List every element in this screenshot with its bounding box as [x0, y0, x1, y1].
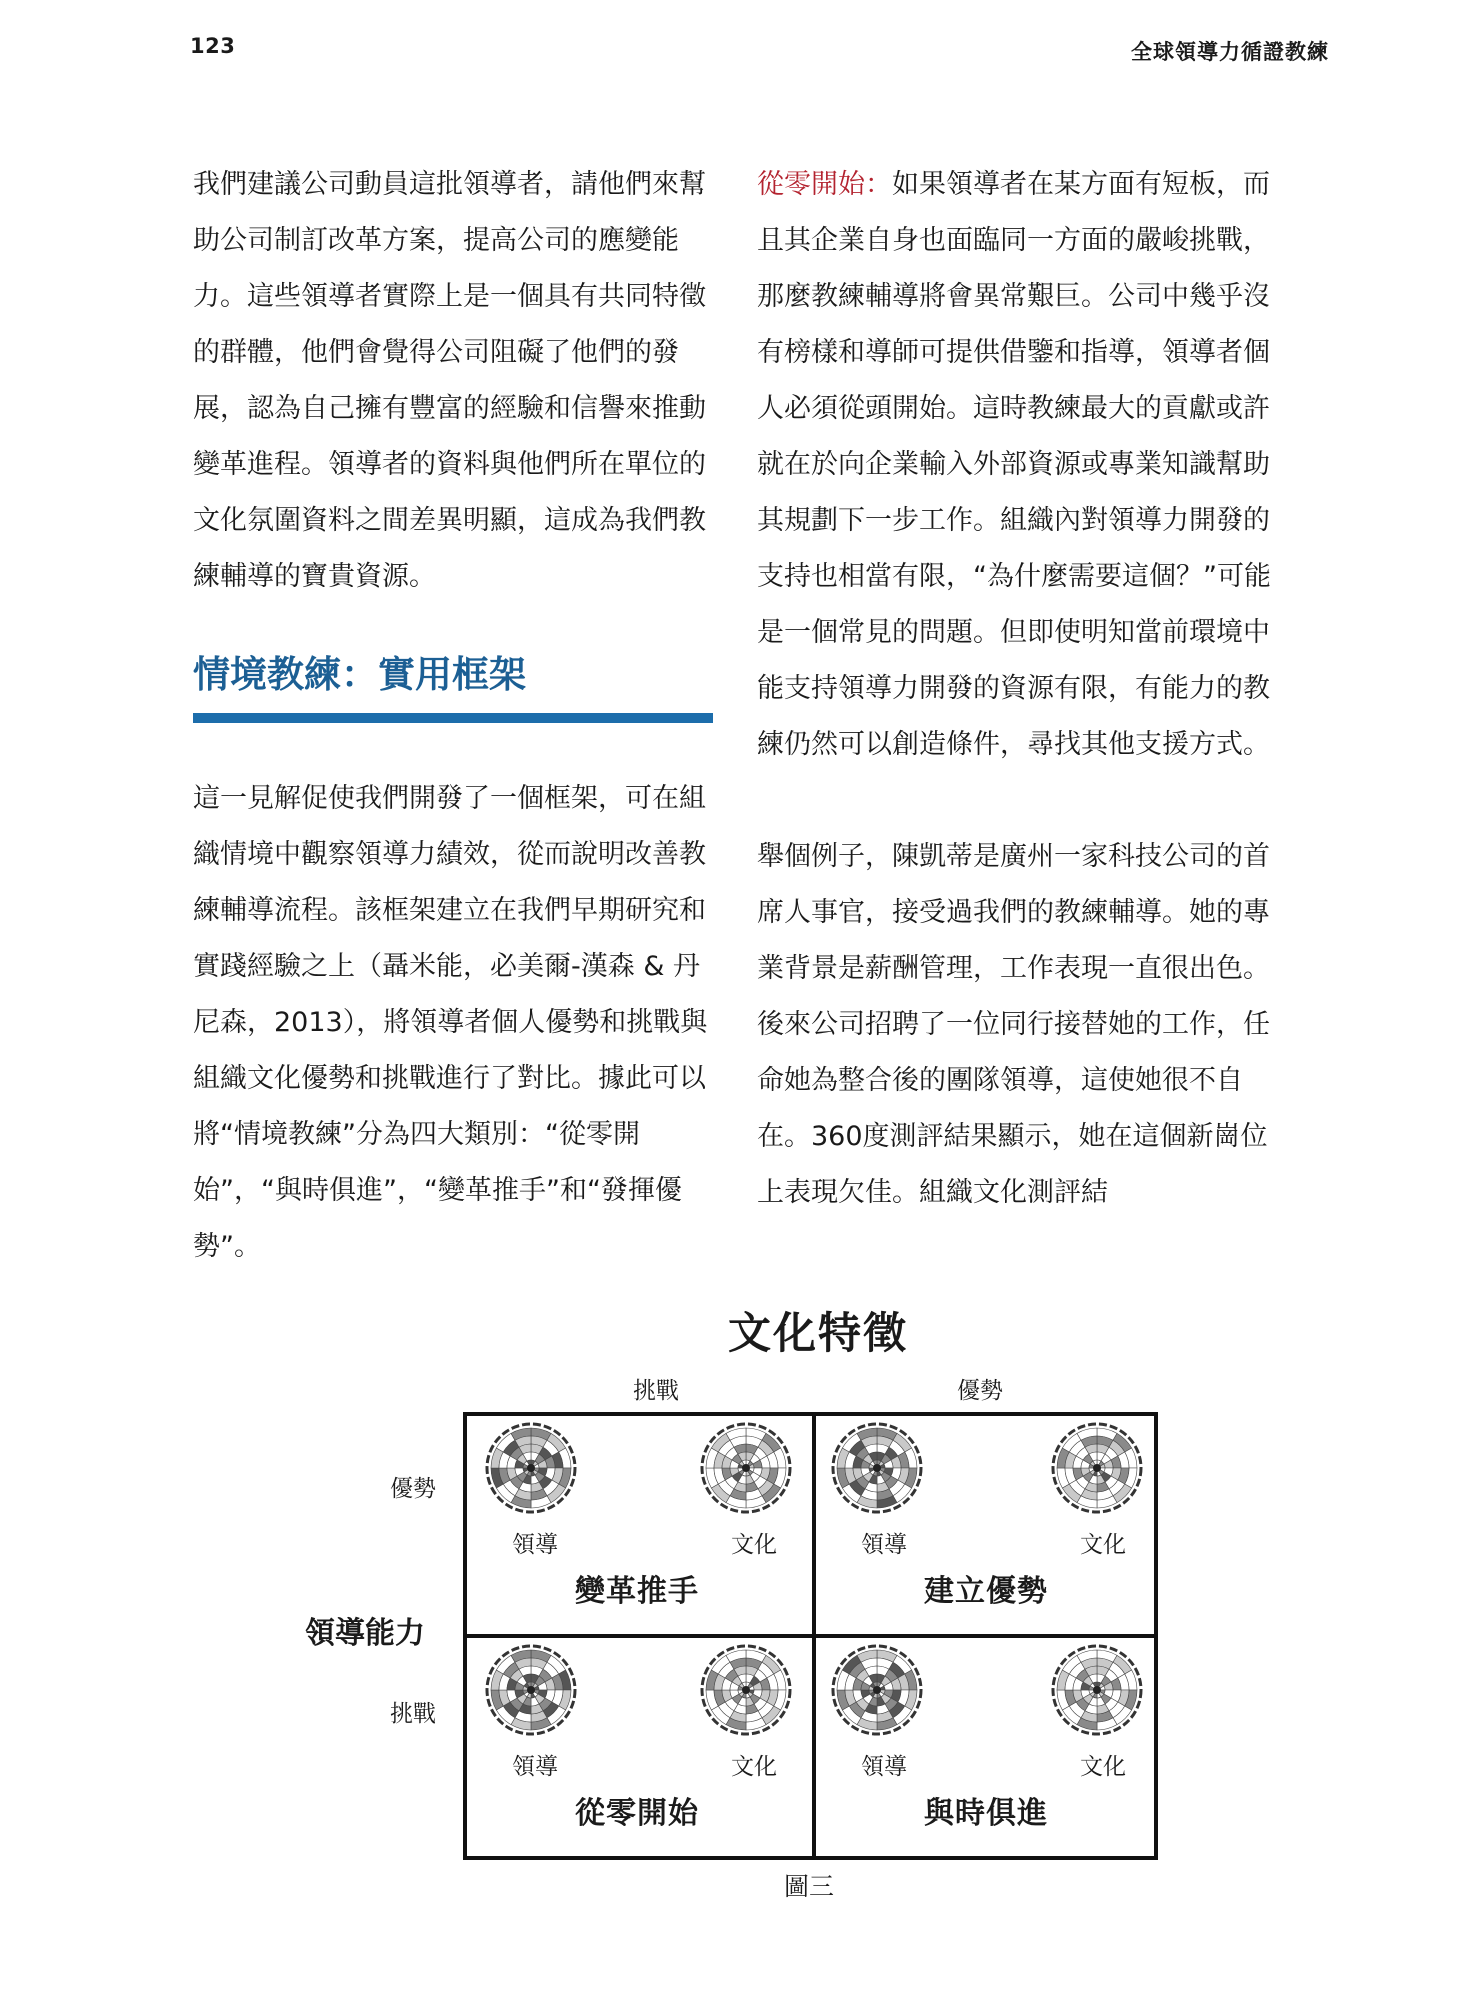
culture-profile-circle — [700, 1644, 792, 1736]
figure-caption: 圖三 — [784, 1872, 835, 1901]
quadrant-change-agent — [467, 1416, 807, 1632]
section-title: 情境教練：實用框架 — [193, 645, 713, 723]
quadrant-label: 從零開始 — [575, 1796, 699, 1831]
page-number: 123 — [190, 34, 236, 58]
right-paragraph-2: 舉個例子，陳凱蒂是廣州一家科技公司的首席人事官，接受過我們的教練輔導。她的專業背景是薪酬管理，工作表現一直很出色。後來公司招聘了一位同行接替她的工作，任命她為整合後的團隊領導，這使她很不自在。360度測評結果顯示，她在這個新崗位上表現欠佳。組織文化測評結 — [757, 841, 1270, 1208]
column-header-strength: 優勢 — [957, 1378, 1003, 1404]
quadrant-grid — [463, 1412, 1158, 1860]
quadrant-label: 建立優勢 — [924, 1574, 1048, 1609]
running-title: 全球領導力循證教練 — [1131, 40, 1329, 64]
column-header-challenge: 挑戰 — [633, 1378, 679, 1404]
quadrant-start-from-scratch — [467, 1638, 807, 1854]
context-coaching-figure — [0, 1290, 1459, 1930]
culture-label: 文化 — [731, 1754, 777, 1780]
left-paragraph-2: 這一見解促使我們開發了一個框架，可在組織情境中觀察領導力績效，從而說明改善教練輔導流程。該框架建立在我們早期研究和實踐經驗之上（聶米能，必美爾-漢森 & 丹尼森，2013），將領導者個人優勢和挑戰與組織文化優勢和挑戰進行了對比。據此可以將“情境教練”分為四大類別：“從零開始”，“與時俱進”，“變革推手”和“發揮優勢”。 — [193, 783, 708, 1262]
row-header-strength: 優勢 — [390, 1476, 436, 1502]
right-column — [757, 157, 1277, 1221]
left-column — [193, 157, 713, 1275]
leadership-label: 領導 — [861, 1532, 907, 1558]
leadership-label: 領導 — [512, 1754, 558, 1780]
leadership-profile-circle — [831, 1422, 923, 1514]
highlight-term: 從零開始： — [757, 169, 892, 200]
left-paragraph-1: 我們建議公司動員這批領導者，請他們來幫助公司制訂改革方案，提高公司的應變能力。這些領導者實際上是一個具有共同特徵的群體，他們會覺得公司阻礙了他們的發展，認為自己擁有豐富的經驗和信譽來推動變革進程。領導者的資料與他們所在單位的文化氛圍資料之間差異明顯，這成為我們教練輔導的寶貴資源。 — [193, 169, 706, 592]
culture-profile-circle — [700, 1422, 792, 1514]
quadrant-build-strength — [816, 1416, 1156, 1632]
culture-label: 文化 — [1080, 1754, 1126, 1780]
quadrant-label: 與時俱進 — [924, 1796, 1048, 1831]
quadrant-label: 變革推手 — [575, 1574, 699, 1609]
row-header-challenge: 挑戰 — [390, 1701, 436, 1727]
quadrant-keep-pace — [816, 1638, 1156, 1854]
leadership-axis-label: 領導能力 — [305, 1616, 425, 1651]
leadership-label: 領導 — [861, 1754, 907, 1780]
right-paragraph-1 — [757, 157, 1277, 773]
figure-title: 文化特徵 — [728, 1309, 908, 1359]
leadership-profile-circle — [485, 1422, 577, 1514]
leadership-label: 領導 — [512, 1532, 558, 1558]
right-paragraph-1-text: 如果領導者在某方面有短板，而且其企業自身也面臨同一方面的嚴峻挑戰，那麼教練輔導將會異常艱巨。公司中幾乎沒有榜樣和導師可提供借鑒和指導，領導者個人必須從頭開始。這時教練最大的貢獻或許就在於向企業輸入外部資源或專業知識幫助其規劃下一步工作。組織內對領導力開發的支持也相當有限，“為什麼需要這個？”可能是一個常見的問題。但即使明知當前環境中能支持領導力開發的資源有限，有能力的教練仍然可以創造條件，尋找其他支援方式。 — [757, 169, 1271, 760]
culture-profile-circle — [1051, 1644, 1143, 1736]
culture-label: 文化 — [1080, 1532, 1126, 1558]
leadership-profile-circle — [831, 1644, 923, 1736]
leadership-profile-circle — [485, 1644, 577, 1736]
culture-label: 文化 — [731, 1532, 777, 1558]
culture-profile-circle — [1051, 1422, 1143, 1514]
